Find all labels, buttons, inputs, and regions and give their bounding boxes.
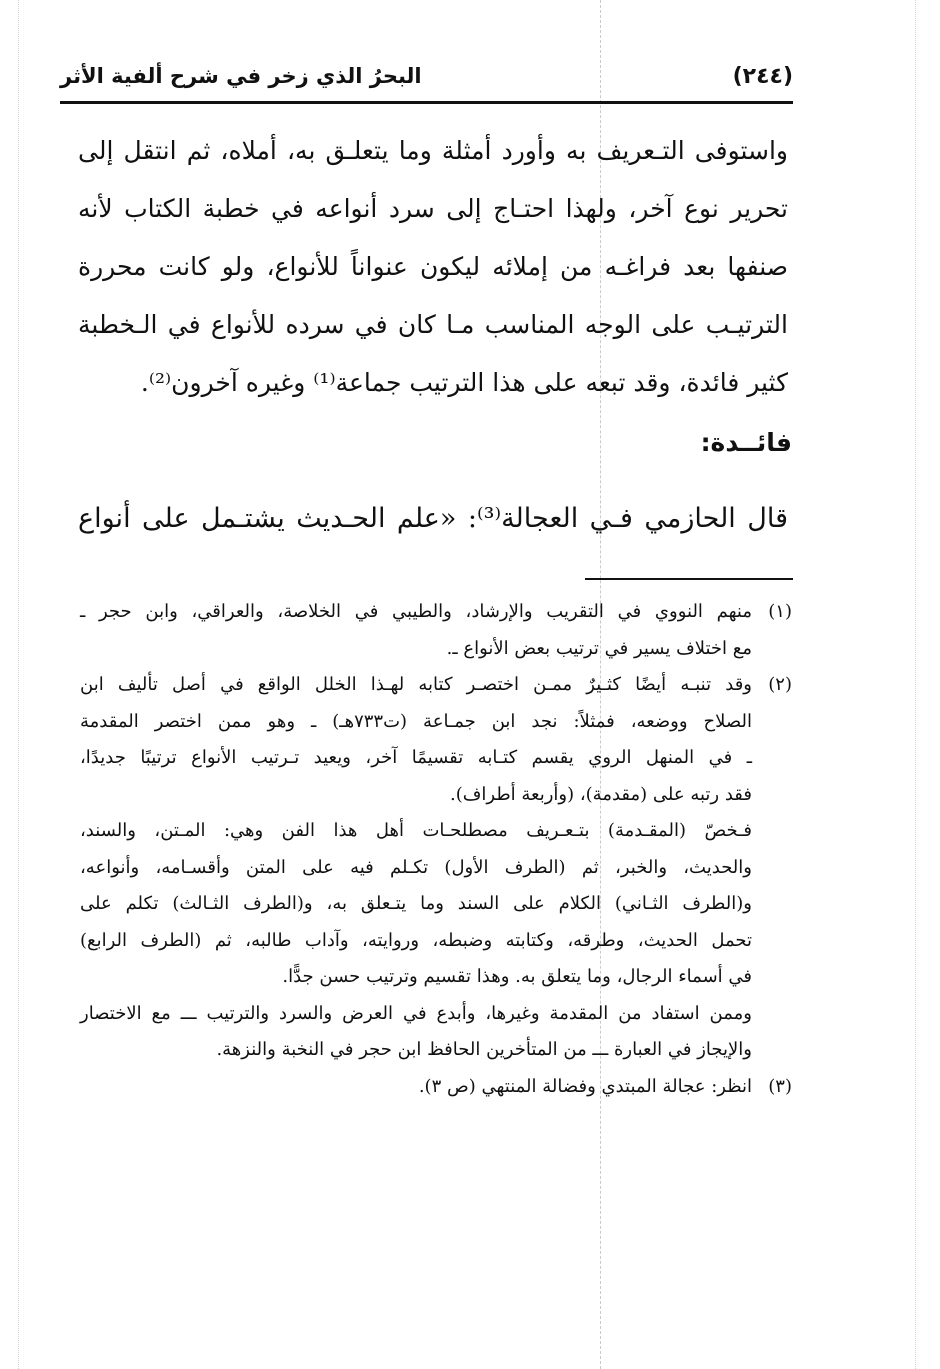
footnote-number: (٢) [768,674,792,695]
body-line: صنفها بعد فراغـه من إملائه ليكون عنواناً للأنواع، ولو كانت محررة [78,252,788,281]
section-heading: فائــدة: [700,428,792,457]
body-line: كثير فائدة، وقد تبعه على هذا الترتيب جماعة⁽¹⁾ وغيره آخرون⁽²⁾. [140,368,788,397]
footnote-line: والإيجاز في العبارة ـــ من المتأخرين الحافظ ابن حجر في النخبة والنزهة. [216,1039,752,1060]
scan-edge-left [18,0,19,1369]
scan-edge-right [915,0,916,1369]
running-title: البحرُ الذي زخر في شرح ألفية الأثر [60,64,422,88]
footnotes [80,594,792,1105]
footnote-line: و(الطرف الثـاني) الكلام على السند وما يتـعلق به، و(الطرف الثـالث) تكلم على [80,893,752,914]
footnote-number: (٣) [768,1075,792,1097]
footnote-line: الصلاح ووضعه، فمثلاً: نجد ابن جمـاعة (ت٧٣٣هـ) ـ وهو ممن اختصر المقدمة [80,710,752,732]
footnote-number: (١) [768,601,792,622]
main-text [78,122,788,412]
footnote-line: فـخصّ (المقـدمة) بتـعـريف مصطلحـات أهل هذا الفن وهي: المـتن، والسند، [80,820,752,841]
footnote-1 [80,594,792,667]
quote-line: قال الحازمي فـي العجالة⁽³⁾: «علم الحـديث يشتـمل على أنواع [78,503,788,534]
page-header [60,62,793,100]
footnote-line: ـ في المنهل الروي يقسم كتـابه تقسيمًا آخر، ويعيد تـرتيب الأنواع ترتيبًا جديدًا، [80,747,752,768]
footnote-line: تحمل الحديث، وطرقه، وكتابته وضبطه، وروايته، وآداب طالبه، ثم (الطرف الرابع) [80,929,752,951]
footnote-line: والحديث، والخبر، ثم (الطرف الأول) تكـلم فيه على المتن وأقسـامه، وأنواعه، [80,856,752,878]
footnote-line: في أسماء الرجال، وما يتعلق به. وهذا تقسيم وترتيب حسن جدًّا. [282,966,752,987]
body-line: واستوفى التـعريف به وأورد أمثلة وما يتعلـق به، أملاه، ثم انتقل إلى [78,136,788,165]
footnote-separator [585,578,793,580]
footnote-line: فقد رتبه على (مقدمة)، (وأربعة أطراف). [449,783,752,805]
footnote-line: وقد تنبـه أيضًا كثـيرٌ ممـن اختصـر كتابه لهـذا الخلل الواقع في أصل تأليف ابن [80,674,752,695]
body-line: تحرير نوع آخر، ولهذا احتـاج إلى سرد أنواعه في خطبة الكتاب لأنه [78,194,788,223]
footnote-line: مع اختلاف يسير في ترتيب بعض الأنواع ـ. [446,637,752,659]
header-rule [60,101,793,104]
footnote-line: انظر: عجالة المبتدي وفضالة المنتهي (ص ٣). [418,1075,752,1097]
body-line: الترتيـب على الوجه المناسب مـا كان في سرده للأنواع في الـخطبة [78,310,788,339]
footnote-2 [80,667,792,1069]
footnote-line: وممن استفاد من المقدمة وغيرها، وأبدع في العرض والسرد والترتيب ـــ مع الاختصار [80,1002,752,1024]
page-number: (٢٤٤) [732,64,793,89]
footnote-3 [80,1069,792,1106]
footnote-line: منهم النووي في التقريب والإرشاد، والطيبي في الخلاصة، والعراقي، وابن حجر ـ [80,601,752,622]
